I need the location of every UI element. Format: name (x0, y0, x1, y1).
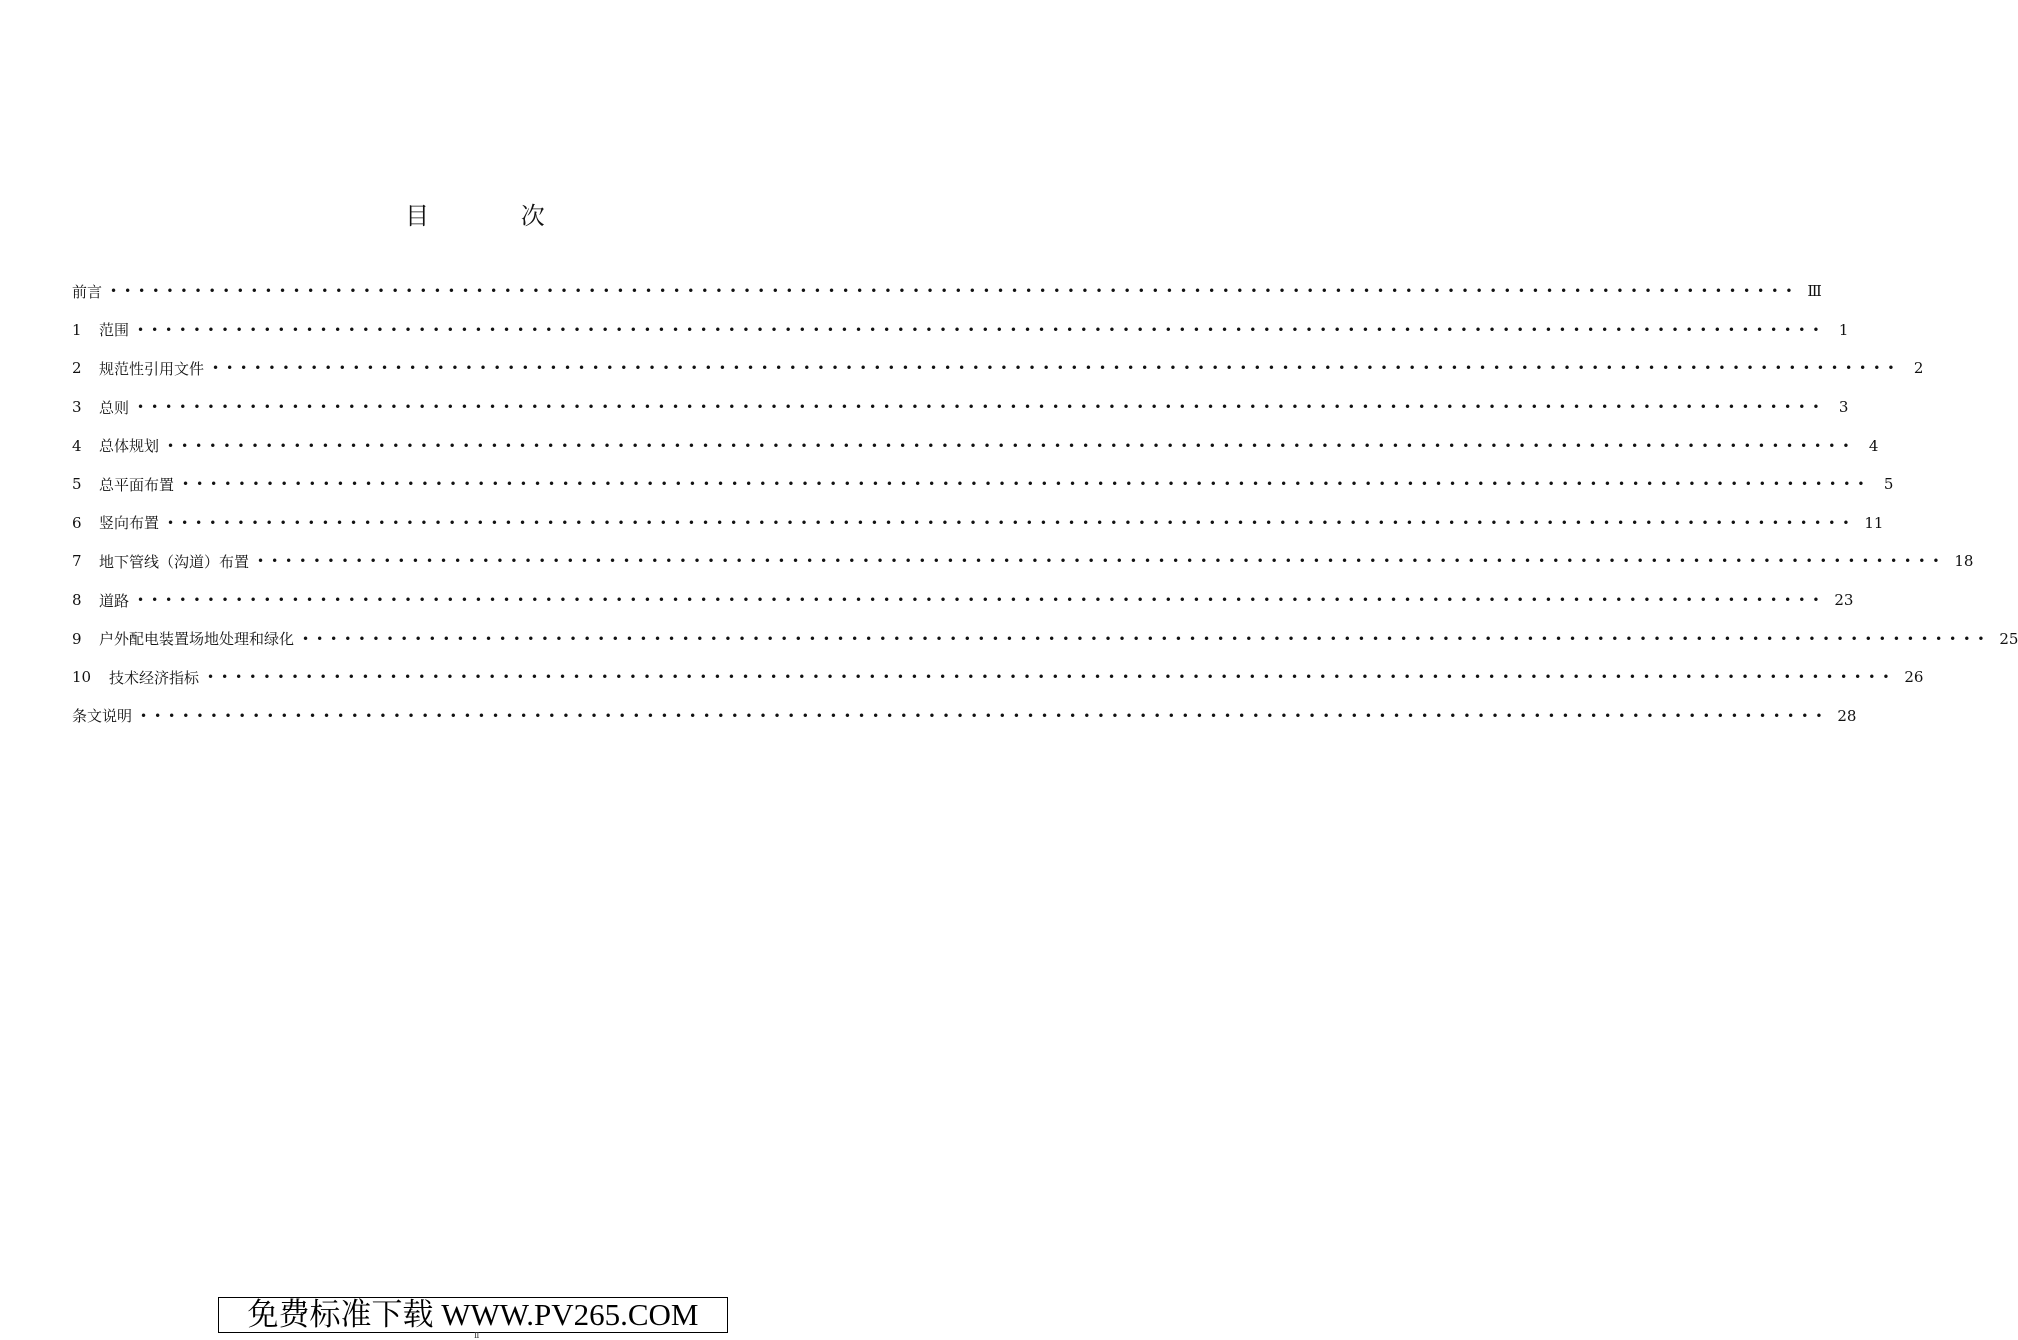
toc-leader-dots: •••••••••••••••••••••••••••••••••••••••••••••••••••••••••••••••••••••••••••••••••••••••••••••••••••••••••••••••••••••••• (207, 670, 1897, 685)
toc-leader-dots: •••••••••••••••••••••••••••••••••••••••••••••••••••••••••••••••••••••••••••••••••••••••••••••••••••••••••••••••••••••••• (140, 708, 1830, 723)
toc-entry-3[interactable] (72, 388, 1849, 427)
toc-entry-label: 条文说明 (72, 707, 133, 726)
toc-entry-page: 3 (1838, 398, 1849, 417)
toc-leader-dots: •••••••••••••••••••••••••••••••••••••••••••••••••••••••••••••••••••••••••••••••••••••••••••••••••••••••••••••••••••••••• (137, 593, 1827, 608)
toc-entry-4[interactable] (72, 426, 1879, 465)
toc-entry-label: 前言 (72, 282, 103, 301)
table-of-contents (72, 272, 2018, 735)
toc-entry-page: 11 (1864, 513, 1884, 532)
toc-leader-dots: •••••••••••••••••••••••••••••••••••••••••••••••••••••••••••••••••••••••••••••••••••••••••••••••••••••••••••••••••••••••• (212, 361, 1902, 376)
page-number: Ⅱ (474, 1331, 480, 1340)
toc-leader-dots: •••••••••••••••••••••••••••••••••••••••••••••••••••••••••••••••••••••••••••••••••••••••••••••••••••••••••••••••••••••••• (302, 631, 1992, 646)
toc-entry-number: 4 (72, 436, 82, 455)
toc-entry-page: 25 (1999, 629, 2018, 648)
toc-entry-page: 23 (1834, 591, 1854, 610)
toc-leader-dots: •••••••••••••••••••••••••••••••••••••••••••••••••••••••••••••••••••••••••••••••••••••••••••••••••••••••••••••••••••••••• (137, 400, 1827, 415)
toc-entry-number: 1 (72, 320, 82, 339)
toc-entry-number: 6 (72, 513, 82, 532)
toc-entry-number: 9 (72, 629, 82, 648)
toc-entry-label: 总体规划 (99, 437, 160, 456)
toc-entry-number: 2 (72, 359, 82, 378)
toc-entry-explanation[interactable] (72, 697, 1857, 736)
toc-entry-10[interactable] (72, 658, 1924, 697)
toc-leader-dots: •••••••••••••••••••••••••••••••••••••••••••••••••••••••••••••••••••••••••••••••••••••••••••••••••••••••••••••••••••••••• (137, 322, 1827, 337)
toc-entry-page: Ⅲ (1807, 282, 1822, 301)
toc-entry-5[interactable] (72, 465, 1894, 504)
toc-entry-label: 地下管线（沟道）布置 (99, 552, 250, 571)
toc-leader-dots: •••••••••••••••••••••••••••••••••••••••••••••••••••••••••••••••••••••••••••••••••••••••••••••••••••••••••••••••••••••••• (167, 515, 1857, 530)
toc-leader-dots: •••••••••••••••••••••••••••••••••••••••••••••••••••••••••••••••••••••••••••••••••••••••••••••••••••••••••••••••••••••••• (182, 477, 1872, 492)
toc-entry-6[interactable] (72, 504, 1884, 543)
toc-entry-page: 4 (1868, 436, 1879, 455)
toc-entry-label: 规范性引用文件 (99, 359, 205, 378)
toc-entry-label: 竖向布置 (99, 514, 160, 533)
page-title: 目 次 (405, 202, 587, 230)
toc-entry-number: 7 (72, 552, 82, 571)
toc-leader-dots: •••••••••••••••••••••••••••••••••••••••••••••••••••••••••••••••••••••••••••••••••••••••••••••••••••••••••••••••••••••••• (110, 284, 1800, 299)
toc-entry-label: 总则 (99, 398, 130, 417)
toc-entry-label: 总平面布置 (99, 475, 175, 494)
toc-entry-1[interactable] (72, 311, 1849, 350)
toc-entry-8[interactable] (72, 581, 1854, 620)
toc-entry-7[interactable] (72, 542, 1974, 581)
toc-entry-label: 户外配电装置场地处理和绿化 (99, 630, 295, 649)
toc-entry-number: 8 (72, 591, 82, 610)
toc-entry-page: 26 (1904, 668, 1924, 687)
toc-leader-dots: •••••••••••••••••••••••••••••••••••••••••••••••••••••••••••••••••••••••••••••••••••••••••••••••••••••••••••••••••••••••• (257, 554, 1947, 569)
toc-entry-label: 范围 (99, 321, 130, 340)
toc-entry-number: 3 (72, 398, 82, 417)
toc-entry-page: 1 (1838, 320, 1849, 339)
toc-entry-2[interactable] (72, 349, 1924, 388)
toc-entry-page: 2 (1913, 359, 1924, 378)
toc-entry-page: 18 (1954, 552, 1974, 571)
toc-entry-label: 道路 (99, 591, 130, 610)
toc-entry-number: 5 (72, 475, 82, 494)
toc-entry-foreword[interactable] (72, 272, 1822, 311)
download-banner[interactable]: 免费标准下载 WWW.PV265.COM (218, 1297, 728, 1333)
toc-entry-page: 5 (1883, 475, 1894, 494)
toc-entry-page: 28 (1837, 706, 1857, 725)
toc-entry-label: 技术经济指标 (109, 668, 200, 687)
toc-entry-9[interactable] (72, 619, 2018, 658)
toc-leader-dots: •••••••••••••••••••••••••••••••••••••••••••••••••••••••••••••••••••••••••••••••••••••••••••••••••••••••••••••••••••••••• (167, 438, 1857, 453)
toc-entry-number: 10 (72, 668, 92, 687)
